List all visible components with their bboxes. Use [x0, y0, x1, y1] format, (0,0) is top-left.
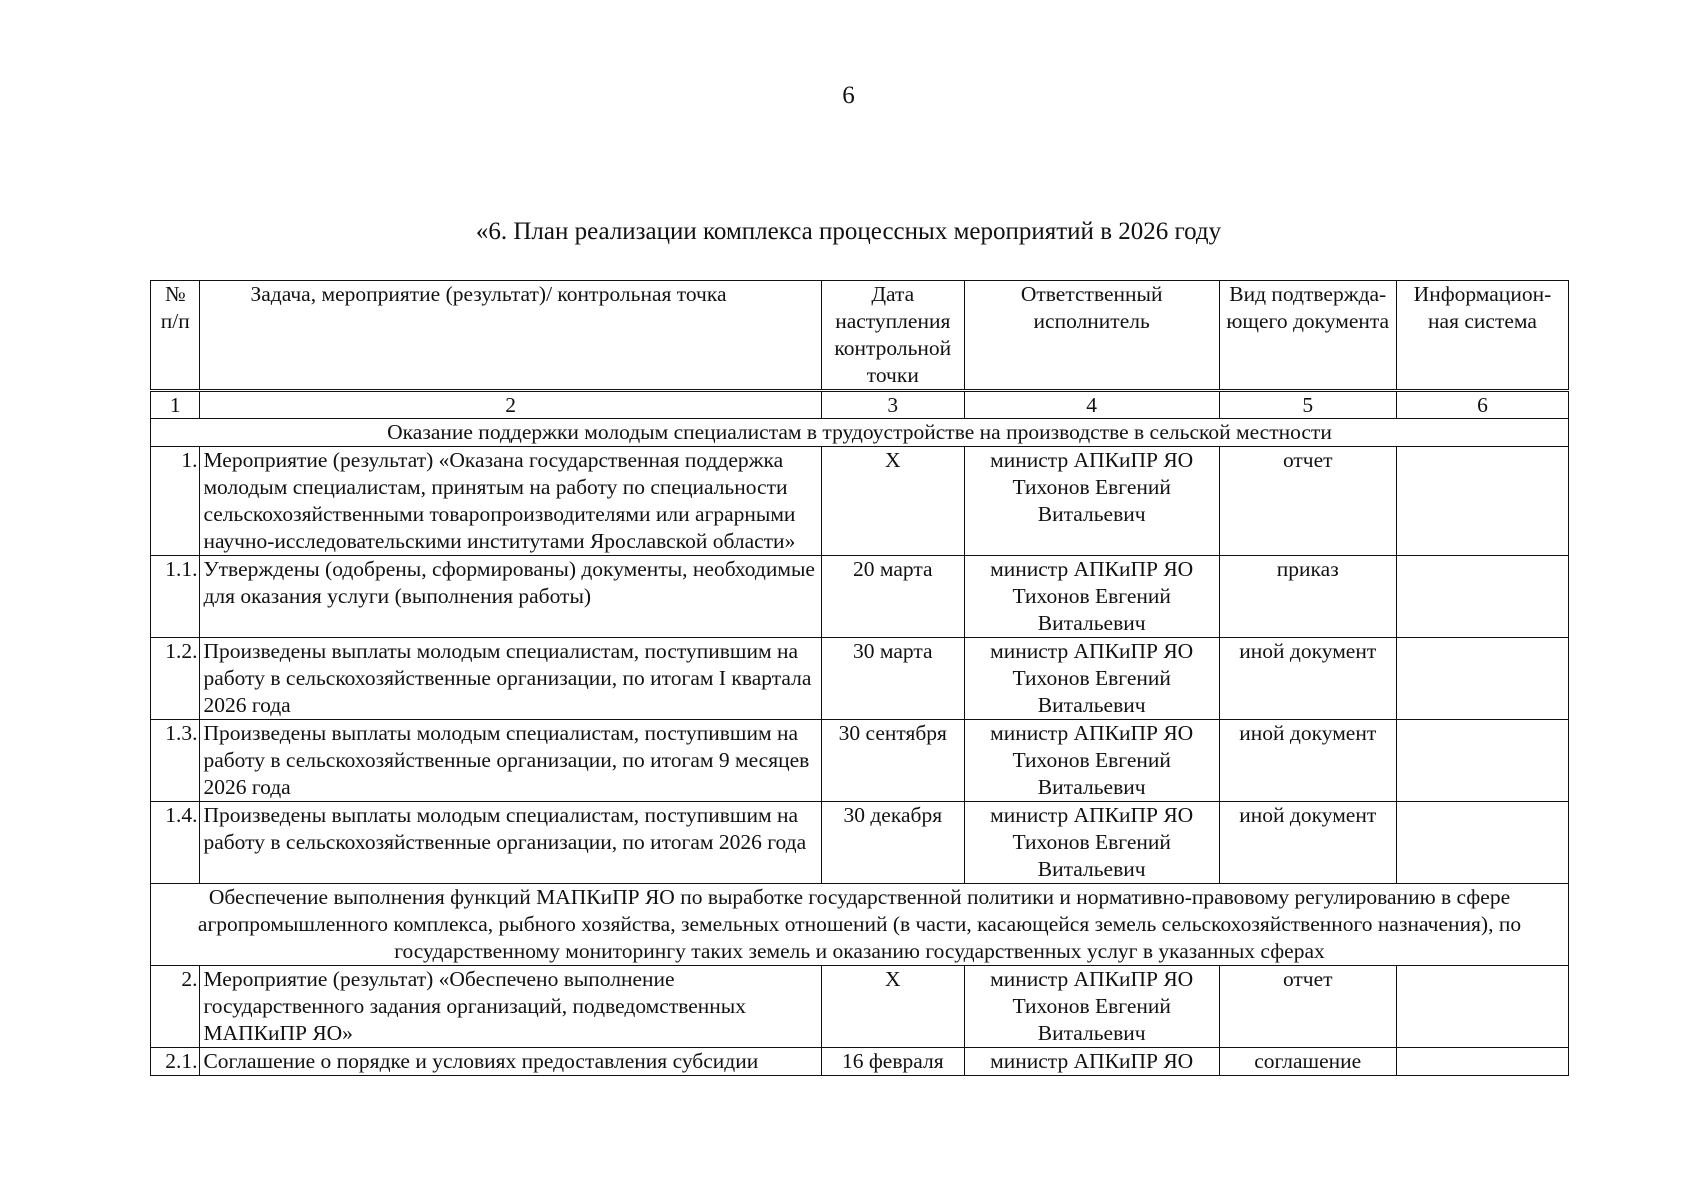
table-row: [151, 447, 1569, 556]
row-system: [1396, 802, 1568, 884]
table-row: [151, 802, 1569, 884]
row-executor: министр АПКиПР ЯО Тихонов Евгений Витальевич: [964, 447, 1219, 556]
column-number: 1: [151, 391, 200, 419]
section-title: Обеспечение выполнения функций МАПКиПР ЯО по выработке государственной политики и нормативно-правовому регулированию в сфере агропромышленного комплекса, рыбного хозяйства, земельных отношений (в части, касающейся земель сельскохозяйственного назначения), по государственному мониторингу таких земель и оказанию государственных услуг в указанных сферах: [151, 884, 1569, 966]
row-task: Мероприятие (результат) «Оказана государственная поддержка молодым специалистам, принятым на работу по специальности сельскохозяйственными товаропроизводителями или аграрными научно-исследовательскими институтами Ярославской области»: [200, 447, 821, 556]
row-system: [1396, 556, 1568, 638]
row-number: 1.: [151, 447, 200, 556]
row-system: [1396, 1048, 1568, 1076]
row-date: 30 декабря: [821, 802, 964, 884]
document-title: «6. План реализации комплекса процессных мероприятий в 2026 году: [475, 218, 1222, 245]
column-number: 6: [1396, 391, 1568, 419]
header-cell-number: № п/п: [151, 281, 200, 391]
row-date: 20 марта: [821, 556, 964, 638]
row-executor: министр АПКиПР ЯО Тихонов Евгений Витальевич: [964, 966, 1219, 1048]
row-number: 1.2.: [151, 638, 200, 720]
row-number: 1.3.: [151, 720, 200, 802]
row-date: 30 сентября: [821, 720, 964, 802]
row-task: Произведены выплаты молодым специалистам, поступившим на работу в сельскохозяйственные организации, по итогам I квартала 2026 года: [200, 638, 821, 720]
header-row: [151, 281, 1569, 391]
header-cell-document: Вид подтвержда-ющего документа: [1219, 281, 1396, 391]
row-executor: министр АПКиПР ЯО Тихонов Евгений Витальевич: [964, 802, 1219, 884]
row-task: Мероприятие (результат) «Обеспечено выполнение государственного задания организаций, подведомственных МАПКиПР ЯО»: [200, 966, 821, 1048]
row-task: Соглашение о порядке и условиях предоставления субсидии: [200, 1048, 821, 1076]
table-row: [151, 1048, 1569, 1076]
row-document: иной документ: [1219, 720, 1396, 802]
section-title: Оказание поддержки молодым специалистам в трудоустройстве на производстве в сельской местности: [151, 419, 1569, 447]
row-date: Х: [821, 966, 964, 1048]
header-cell-system: Информацион-ная система: [1396, 281, 1568, 391]
column-number: 4: [964, 391, 1219, 419]
row-document: отчет: [1219, 966, 1396, 1048]
table-row: [151, 720, 1569, 802]
row-document: приказ: [1219, 556, 1396, 638]
row-executor: министр АПКиПР ЯО Тихонов Евгений Витальевич: [964, 556, 1219, 638]
plan-table: [150, 280, 1569, 1076]
header-cell-task: Задача, мероприятие (результат)/ контрольная точка: [200, 281, 821, 391]
row-date: Х: [821, 447, 964, 556]
column-number: 2: [200, 391, 821, 419]
row-document: отчет: [1219, 447, 1396, 556]
header-cell-date: Дата наступления контрольной точки: [821, 281, 964, 391]
row-document: соглашение: [1219, 1048, 1396, 1076]
row-document: иной документ: [1219, 802, 1396, 884]
row-system: [1396, 966, 1568, 1048]
row-document: иной документ: [1219, 638, 1396, 720]
column-number-row: [151, 391, 1569, 419]
row-system: [1396, 447, 1568, 556]
row-executor: министр АПКиПР ЯО Тихонов Евгений Витальевич: [964, 720, 1219, 802]
column-number: 5: [1219, 391, 1396, 419]
header-cell-executor: Ответственный исполнитель: [964, 281, 1219, 391]
row-number: 2.1.: [151, 1048, 200, 1076]
row-system: [1396, 720, 1568, 802]
row-task: Произведены выплаты молодым специалистам, поступившим на работу в сельскохозяйственные организации, по итогам 9 месяцев 2026 года: [200, 720, 821, 802]
row-system: [1396, 638, 1568, 720]
section-row: [151, 884, 1569, 966]
row-date: 16 февраля: [821, 1048, 964, 1076]
section-row: [151, 419, 1569, 447]
row-executor: министр АПКиПР ЯО: [964, 1048, 1219, 1076]
row-number: 2.: [151, 966, 200, 1048]
table-row: [151, 556, 1569, 638]
row-task: Произведены выплаты молодым специалистам, поступившим на работу в сельскохозяйственные организации, по итогам 2026 года: [200, 802, 821, 884]
row-date: 30 марта: [821, 638, 964, 720]
page-number: 6: [842, 82, 855, 109]
row-number: 1.1.: [151, 556, 200, 638]
table-row: [151, 966, 1569, 1048]
row-executor: министр АПКиПР ЯО Тихонов Евгений Витальевич: [964, 638, 1219, 720]
row-number: 1.4.: [151, 802, 200, 884]
row-task: Утверждены (одобрены, сформированы) документы, необходимые для оказания услуги (выполнения работы): [200, 556, 821, 638]
table-row: [151, 638, 1569, 720]
column-number: 3: [821, 391, 964, 419]
